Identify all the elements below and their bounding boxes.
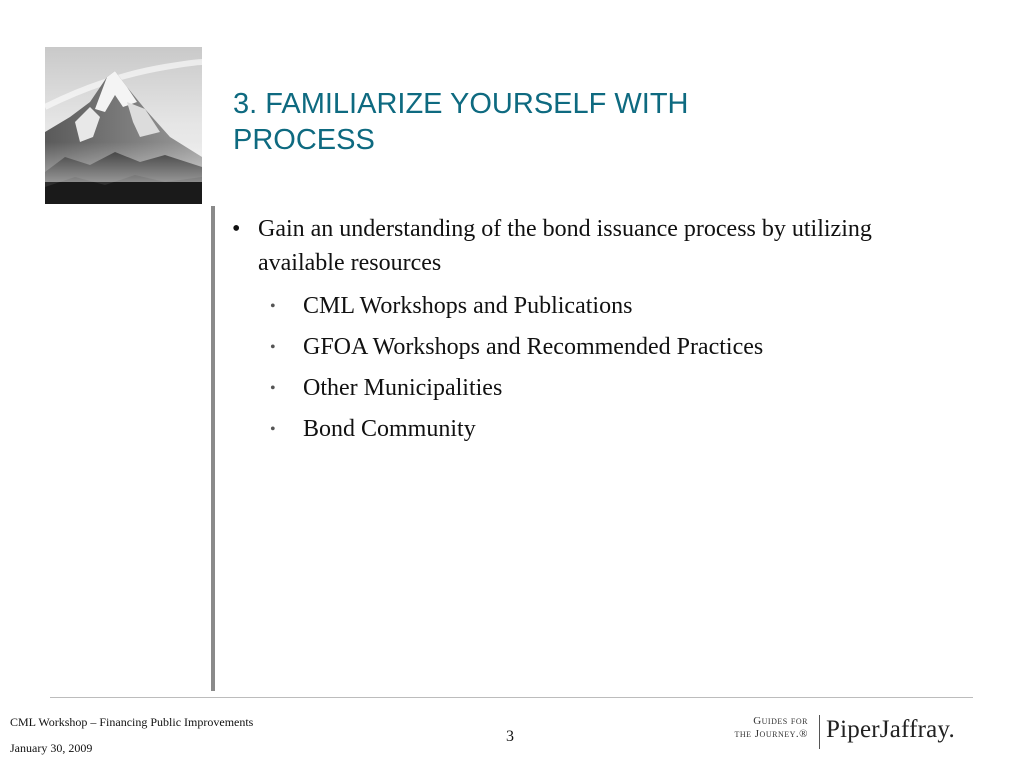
sub-bullet: [232, 368, 952, 409]
main-bullet: [232, 212, 952, 280]
footer-divider: [50, 697, 973, 698]
bullet-icon: •: [270, 421, 276, 438]
company-logo: [728, 712, 978, 752]
sub-bullet-text: Bond Community: [303, 416, 476, 442]
logo-tagline-line2: the Journey.®: [734, 728, 808, 740]
bullet-icon: •: [232, 216, 241, 242]
main-bullet-text: Gain an understanding of the bond issuance process by utilizing available resources: [258, 216, 872, 276]
logo-brand-name: PiperJaffray.: [826, 716, 955, 743]
page-number: 3: [506, 728, 514, 745]
sub-bullet: [232, 409, 952, 450]
slide-content: [232, 212, 952, 450]
footer-date: January 30, 2009: [10, 741, 93, 755]
vertical-divider: [211, 206, 215, 691]
sub-bullet-text: Other Municipalities: [303, 375, 503, 401]
logo-tagline: [728, 715, 808, 741]
mountain-image: [45, 47, 202, 204]
slide-title: [233, 86, 933, 158]
footer-event-title: CML Workshop – Financing Public Improvements: [10, 715, 254, 729]
logo-divider: [819, 715, 820, 749]
sub-bullet: [232, 286, 952, 327]
sub-bullet: [232, 327, 952, 368]
sub-bullet-text: CML Workshops and Publications: [303, 293, 633, 319]
bullet-icon: •: [270, 339, 276, 356]
logo-tagline-line1: Guides for: [753, 715, 808, 727]
bullet-icon: •: [270, 380, 276, 397]
bullet-icon: •: [270, 298, 276, 315]
slide-title-line1: 3. FAMILIARIZE YOURSELF WITH: [233, 88, 689, 120]
slide-title-line2: PROCESS: [233, 124, 375, 156]
sub-bullet-list: [232, 286, 952, 450]
sub-bullet-text: GFOA Workshops and Recommended Practices: [303, 334, 764, 360]
